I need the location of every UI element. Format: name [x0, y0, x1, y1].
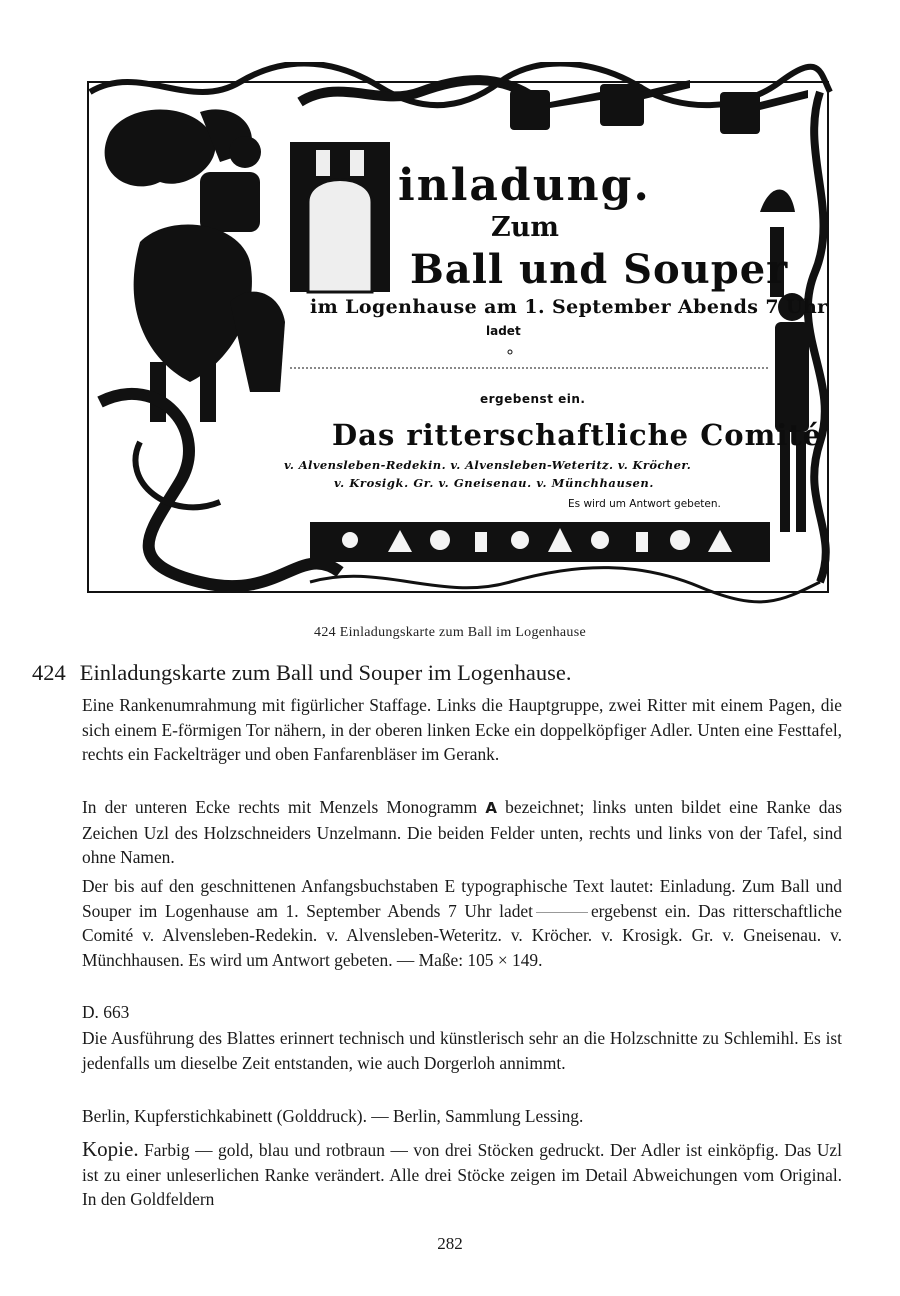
- menzel-monogram: A: [485, 799, 497, 817]
- paragraph-technique: Die Ausführung des Blattes erinnert technisch und künstlerisch sehr an die Holzschnitte zu Schlemihl. Es ist jedenfalls um dieselbe Zeit entstanden, wie auch Dorgerloh annimmt.: [82, 1028, 842, 1073]
- transcription-start: Der bis auf den geschnittenen Anfangsbuchstaben E typographische Text lautet: Einladung. Zum Ball und Souper im Logenhause am 1. September Abends 7 Uhr ladet: [82, 876, 842, 921]
- invitation-zum: Zum: [491, 212, 559, 243]
- entry-number: 424: [32, 660, 66, 685]
- invitation-rsvp: Es wird um Antwort gebeten.: [568, 498, 721, 510]
- paragraph-kopie: [82, 1137, 842, 1212]
- kopie-text: Farbig — gold, blau und rotbraun — von drei Stöcken gedruckt. Der Adler ist einköpfig. Das Uzl ist zu einer unleserlichen Ranke verändert. Alle drei Stöcke zeigen im Detail Abweichungen vom Original. In den Goldfeldern: [82, 1140, 842, 1210]
- transcription-end: ergebenst ein. Das ritterschaftliche Comité v. Alvensleben-Redekin. v. Alvensleben-Weteritz. v. Kröcher. v. Krosigk. Gr. v. Gneisenau. v. Münchhausen. Es wird um Antwort gebeten. — Maße: 105 × 149.: [82, 900, 842, 970]
- invitation-title: inladung.: [398, 160, 651, 211]
- invitation-event: Ball und Souper: [410, 246, 789, 293]
- woodcut-artwork: [80, 62, 850, 610]
- paragraph-monogram-start: In der unteren Ecke rechts mit Menzels Monogramm: [82, 797, 478, 817]
- transcription-blank-line: [536, 912, 588, 913]
- invitation-location: im Logenhause am 1. September Abends 7 Uhr: [310, 296, 828, 318]
- figure-caption: 424 Einladungskarte zum Ball im Logenhause: [314, 625, 586, 640]
- invitation-ergebenst: ergebenst ein.: [480, 392, 586, 406]
- paragraph-monogram-end: bezeichnet; links unten bildet eine Ranke das Zeichen Uzl des Holzschneiders Unzelmann. Die beiden Felder unten, rechts und links von der Tafel, sind ohne Namen.: [82, 797, 842, 868]
- paragraph-collections: Berlin, Kupferstichkabinett (Golddruck). — Berlin, Sammlung Lessing.: [82, 1106, 584, 1126]
- invitation-woodcut: [80, 62, 850, 610]
- paragraph-reference: D. 663: [82, 1002, 130, 1022]
- paragraph-text-transcription: [82, 874, 842, 972]
- page-number: 282: [437, 1234, 463, 1253]
- entry-title: Einladungskarte zum Ball und Souper im Logenhause.: [79, 660, 572, 685]
- invitation-names-line-2: v. Krosigk. Gr. v. Gneisenau. v. Münchhausen.: [334, 476, 654, 490]
- invitation-names-line-1: v. Alvensleben-Redekin. v. Alvensleben-Weteritz. v. Kröcher.: [284, 458, 692, 472]
- invitation-ladet: ladet: [486, 324, 521, 338]
- invitation-committee: Das ritterschaftliche Comité: [332, 418, 823, 452]
- kopie-lead: Kopie.: [82, 1137, 139, 1161]
- paragraph-monogram: [82, 795, 842, 870]
- entry-heading: [32, 660, 572, 686]
- paragraph-description: Eine Rankenumrahmung mit figürlicher Staffage. Links die Hauptgruppe, zwei Ritter mit einem Pagen, die sich einem E-förmigen Tor nähern, in der oberen linken Ecke ein doppelköpfiger Adler. Unten eine Festtafel, rechts ein Fackelträger und oben Fanfarenbläser im Gerank.: [82, 695, 842, 765]
